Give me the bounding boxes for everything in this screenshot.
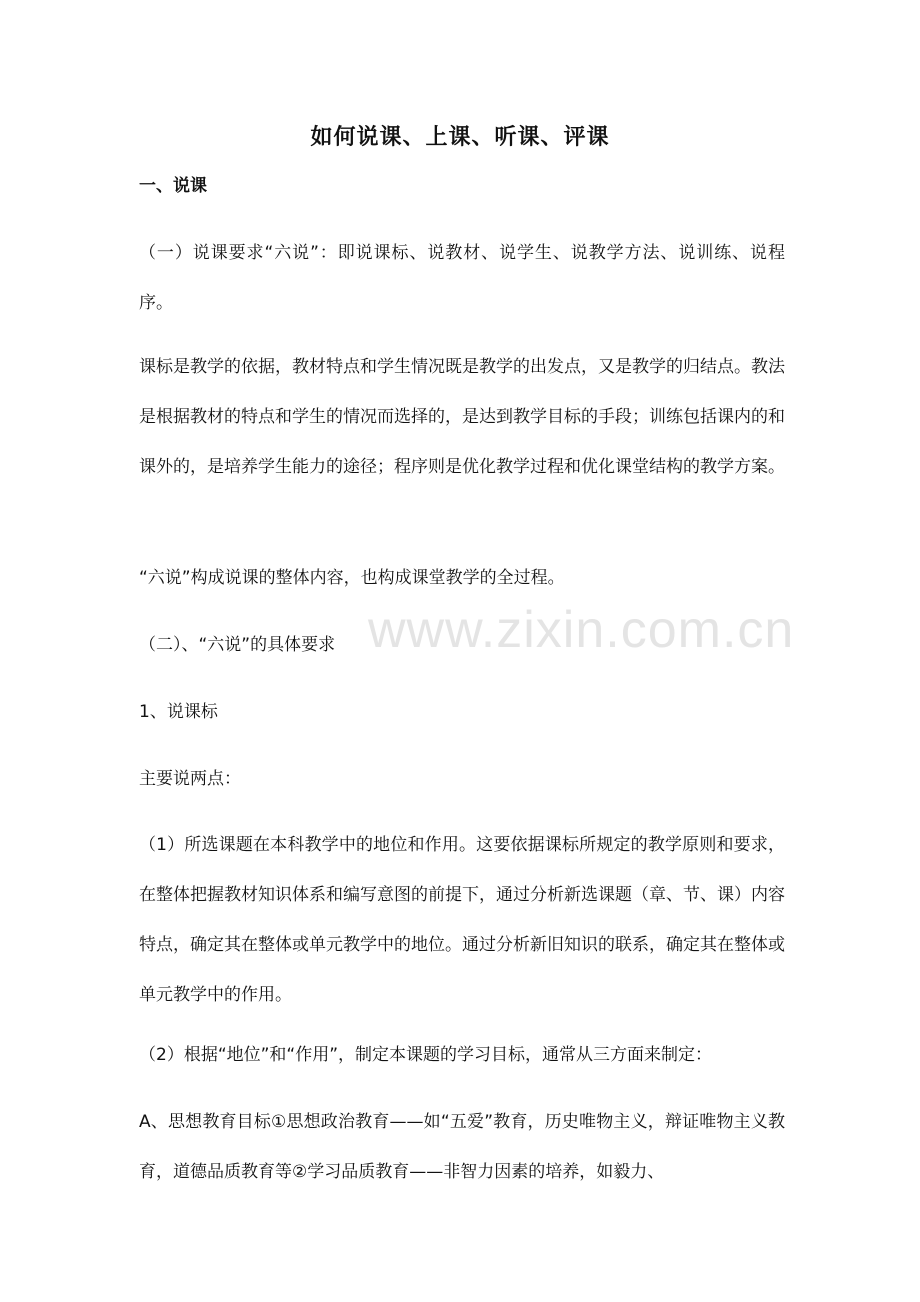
paragraph-two-points: 主要说两点： [139, 769, 241, 789]
paragraph-six-requirements: （一）说课要求“六说”：即说课标、说教材、说学生、说教学方法、说训练、说程序。 [139, 243, 785, 313]
watermark-text: www.zixin.com.cn [368, 601, 795, 659]
paragraph-subheading-specific: （二）、“六说”的具体要求 [139, 635, 336, 655]
paragraph-curriculum-basis: 课标是教学的依据，教材特点和学生情况既是教学的出发点，又是教学的归结点。教法是根据教材的特点和学生的情况而选择的，是达到教学目标的手段；训练包括课内的和课外的，是培养学生能力的途径；程序则是优化教学过程和优化课堂结构的教学方案。 [139, 357, 785, 477]
document-title: 如何说课、上课、听课、评课 [310, 125, 610, 150]
section-heading: 一、说课 [139, 176, 207, 196]
paragraph-six-content: “六说”构成说课的整体内容，也构成课堂教学的全过程。 [139, 568, 565, 588]
paragraph-point-two: （2）根据“地位”和“作用”，制定本课题的学习目标，通常从三方面来制定： [139, 1045, 713, 1065]
paragraph-goal-a: A、思想教育目标①思想政治教育——如“五爱”教育，历史唯物主义，辩证唯物主义教育，道德品质教育等②学习品质教育——非智力因素的培养，如毅力、 [139, 1112, 785, 1182]
paragraph-point-one: （1）所选课题在本科教学中的地位和作用。这要依据课标所规定的教学原则和要求，在整体把握教材知识体系和编写意图的前提下，通过分析新选课题（章、节、课）内容特点，确定其在整体或单元教学中的地位。通过分析新旧知识的联系，确定其在整体或单元教学中的作用。 [139, 835, 785, 1005]
paragraph-item-curriculum: 1、说课标 [139, 702, 218, 722]
